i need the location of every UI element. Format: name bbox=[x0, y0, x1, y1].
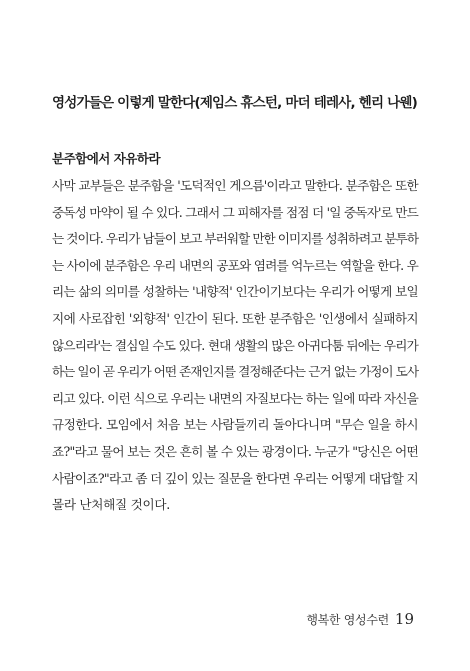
page-number: 19 bbox=[394, 610, 414, 628]
body-line: 사막 교부들은 분주함을 '도덕적인 게으름'이라고 말한다. 분주함은 또한 bbox=[52, 178, 418, 193]
body-line: 몰라 난처해질 것이다. bbox=[52, 497, 170, 513]
body-line: 는 사이에 분주함은 우리 내면의 공포와 염려를 억누르는 역할을 한다. 우 bbox=[52, 257, 418, 273]
body-line: 지에 사로잡힌 '외향적' 인간이 된다. 또한 분주함은 '인생에서 실패하지 bbox=[52, 310, 418, 326]
body-line: 중독성 마약이 될 수 있다. 그래서 그 피해자를 점점 더 '일 중독자'로 만드 bbox=[52, 204, 418, 220]
body-line: 규정한다. 모임에서 처음 보는 사람들끼리 돌아다니며 "무슨 일을 하시 bbox=[52, 417, 418, 433]
body-line: 하는 일이 곧 우리가 어떤 존재인지를 결정해준다는 근거 없는 가정이 도사 bbox=[52, 364, 418, 380]
page-footer bbox=[306, 609, 414, 628]
running-title: 행복한 영성수련 bbox=[306, 613, 389, 627]
body-line: 죠?"라고 물어 보는 것은 흔히 볼 수 있는 광경이다. 누군가 "당신은 어떤 bbox=[52, 443, 418, 459]
section-heading: 영성가들은 이렇게 말한다(제임스 휴스턴, 마더 테레사, 헨리 나웬) bbox=[52, 95, 417, 111]
subsection-heading: 분주함에서 자유하라 bbox=[52, 151, 161, 166]
body-line: 사람이죠?"라고 좀 더 깊이 있는 질문을 한다면 우리는 어떻게 대답할 지 bbox=[52, 470, 418, 486]
body-line: 리는 삶의 의미를 성찰하는 '내향적' 인간이기보다는 우리가 어떻게 보일 bbox=[52, 284, 418, 300]
body-text bbox=[52, 173, 418, 519]
body-line: 는 것이다. 우리가 남들이 보고 부러워할 만한 이미지를 성취하려고 분투하 bbox=[52, 231, 418, 247]
body-line: 리고 있다. 이런 식으로 우리는 내면의 자질보다는 하는 일에 따라 자신을 bbox=[52, 390, 418, 406]
body-line: 않으리라'는 결심일 수도 있다. 현대 생활의 많은 아귀다툼 뒤에는 우리가 bbox=[52, 337, 418, 353]
